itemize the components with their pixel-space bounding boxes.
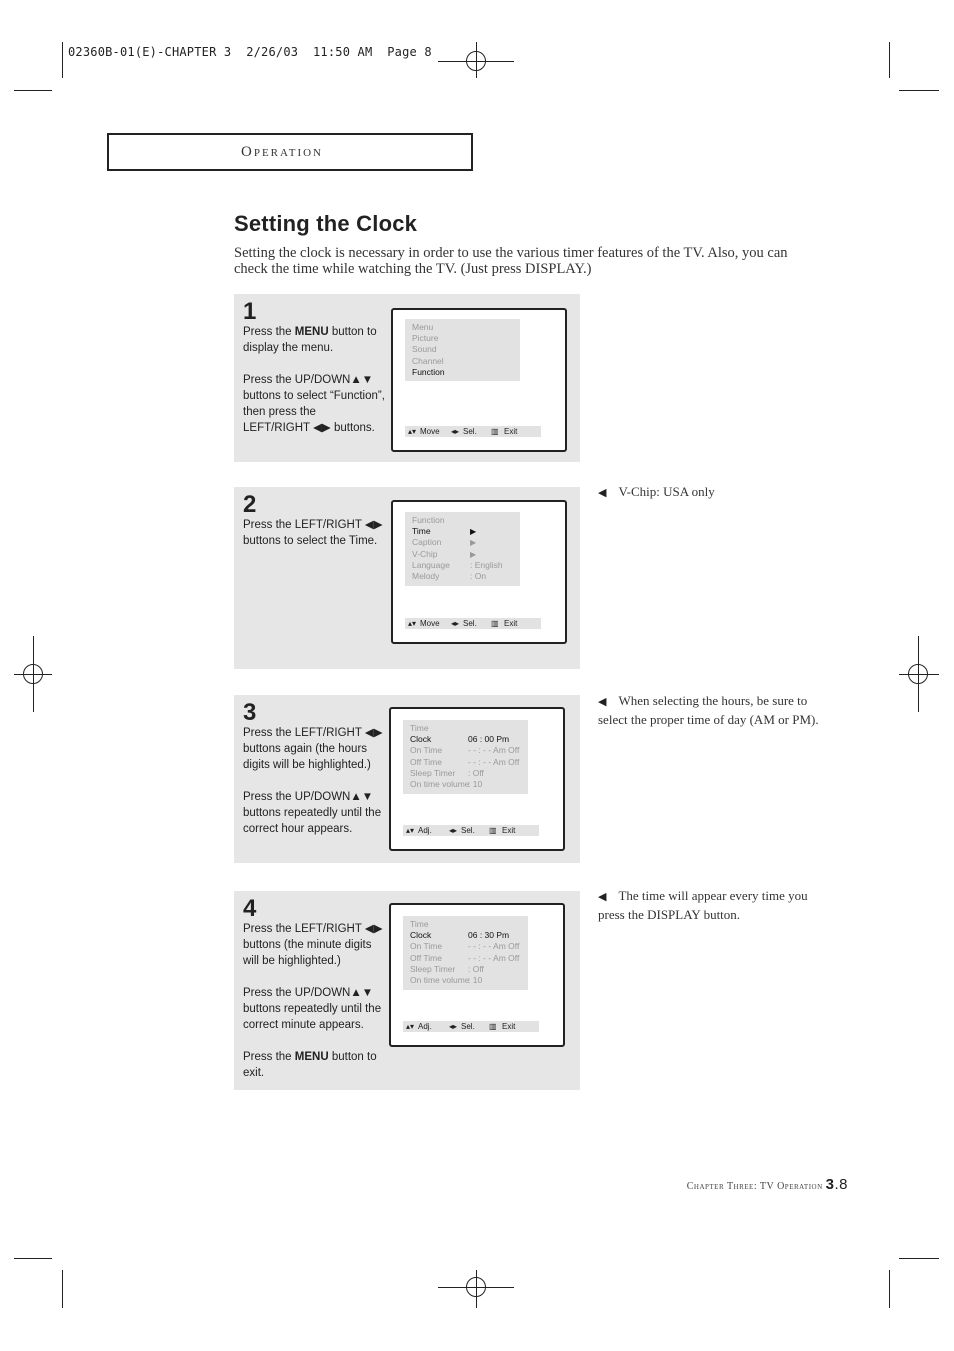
crop-mark [899, 90, 939, 91]
sel-label: Sel. [463, 427, 477, 436]
osd-control-bar [405, 426, 541, 437]
osd-menu [405, 319, 520, 381]
instruction: Press the LEFT/RIGHT ◀▶ buttons again (the hours digits will be highlighted.) [243, 727, 383, 771]
page-title: Setting the Clock [234, 211, 418, 236]
instruction: Press the UP/DOWN▲▼ buttons repeatedly until the correct minute appears. [243, 987, 382, 1031]
menu-title: Time [410, 723, 429, 733]
chapter-label: Chapter Three: TV Operation [686, 1181, 823, 1192]
move-label: Move [420, 619, 440, 628]
crop-mark [62, 1270, 63, 1308]
menu-title: Time [410, 919, 429, 929]
adj-label: Adj. [418, 826, 432, 835]
step-number: 4 [243, 895, 257, 922]
move-label: Move [420, 427, 440, 436]
intro-paragraph: Setting the clock is necessary in order to use the various timer features of the TV. Also, you can check the time while watching the TV. (Just press DISPLAY.) [234, 245, 788, 277]
menu-item-selected: Clock 06 : 30 Pm [410, 930, 510, 941]
menu-item: Menu [412, 322, 434, 332]
menu-item: Sleep Timer : Off [410, 963, 484, 974]
menu-item: Off Time - - : - - Am Off [410, 952, 520, 963]
side-note [598, 887, 828, 924]
crop-mark [889, 1270, 890, 1308]
menu-item-selected: Function [412, 366, 445, 377]
left-right-icon: ◂▸ [449, 826, 458, 835]
osd-control-bar [405, 618, 541, 629]
pointer-arrow-icon: ◀ [598, 891, 607, 903]
tv-screen [389, 903, 565, 1047]
sel-label: Sel. [461, 1022, 475, 1031]
step-number: 1 [243, 298, 257, 325]
left-right-icon: ◂▸ [451, 427, 460, 436]
instruction: Press the UP/DOWN▲▼ buttons to select “Function”, then press the LEFT/RIGHT ◀▶ buttons. [243, 374, 385, 434]
up-down-icon: ▴▾ [408, 427, 417, 436]
sel-label: Sel. [461, 826, 475, 835]
osd-control-bar [403, 825, 539, 836]
menu-icon: ▥ [489, 826, 497, 835]
crop-mark [899, 1258, 939, 1259]
osd-menu [403, 916, 528, 990]
adj-label: Adj. [418, 1022, 432, 1031]
menu-item-selected: Time ▶ [412, 526, 477, 537]
tv-screen [389, 707, 565, 851]
osd-control-bar [403, 1021, 539, 1032]
left-right-icon: ◂▸ [449, 1022, 458, 1031]
step-1-panel [234, 294, 580, 462]
menu-icon: ▥ [489, 1022, 497, 1031]
exit-label: Exit [502, 1022, 516, 1031]
step-2-panel [234, 487, 580, 669]
up-down-icon: ▴▾ [406, 826, 415, 835]
menu-icon: ▥ [491, 427, 499, 436]
step-3-panel [234, 695, 580, 863]
note-text: When selecting the hours, be sure to select the proper time of day (AM or PM). [598, 693, 819, 727]
step-instructions [243, 921, 385, 1097]
print-header: 02360B-01(E)-CHAPTER 3 2/26/03 11:50 AM Page 8 [68, 45, 432, 59]
tv-screen [391, 308, 567, 452]
step-instructions [243, 324, 385, 452]
menu-item: On time volume : 10 [410, 974, 483, 985]
step-number: 3 [243, 699, 257, 726]
section-title: Operation [241, 144, 324, 160]
instruction: Press the LEFT/RIGHT ◀▶ buttons to select the Time. [243, 519, 383, 547]
sel-label: Sel. [463, 619, 477, 628]
note-text: V-Chip: USA only [618, 484, 715, 499]
step-instructions [243, 725, 385, 853]
crop-mark [14, 1258, 52, 1259]
side-note [598, 692, 828, 729]
menu-title: Function [412, 515, 445, 525]
menu-item: Picture [412, 333, 439, 344]
menu-item: Off Time - - : - - Am Off [410, 756, 520, 767]
exit-label: Exit [502, 826, 516, 835]
left-right-icon: ◂▸ [451, 619, 460, 628]
page-footer [687, 1176, 848, 1193]
menu-item: Melody : On [412, 570, 487, 581]
menu-item: Caption ▶ [412, 537, 477, 548]
menu-item: On Time - - : - - Am Off [410, 941, 520, 952]
menu-item: V-Chip ▶ [412, 548, 477, 559]
menu-item: Sleep Timer : Off [410, 767, 484, 778]
menu-item-selected: Clock 06 : 00 Pm [410, 734, 510, 745]
menu-item: Sound [412, 344, 437, 355]
menu-item: On Time - - : - - Am Off [410, 745, 520, 756]
menu-item: Channel [412, 355, 444, 366]
pointer-arrow-icon: ◀ [598, 487, 607, 499]
menu-item: Language : English [412, 559, 503, 570]
instruction: Press the MENU button to exit. [243, 1051, 377, 1079]
osd-menu [403, 720, 528, 794]
osd-menu [405, 512, 520, 586]
pointer-arrow-icon: ◀ [598, 696, 607, 708]
up-down-icon: ▴▾ [408, 619, 417, 628]
step-instructions [243, 517, 385, 565]
menu-item: On time volume : 10 [410, 778, 483, 789]
instruction: Press the LEFT/RIGHT ◀▶ buttons (the minute digits will be highlighted.) [243, 923, 383, 967]
exit-label: Exit [504, 427, 518, 436]
side-note [598, 483, 828, 502]
crop-mark [62, 42, 63, 78]
crop-mark [889, 42, 890, 78]
menu-icon: ▥ [491, 619, 499, 628]
instruction: Press the MENU button to display the menu. [243, 326, 377, 354]
instruction: Press the UP/DOWN▲▼ buttons repeatedly until the correct hour appears. [243, 791, 382, 835]
up-down-icon: ▴▾ [406, 1022, 415, 1031]
section-header-box [107, 133, 473, 171]
page-number: 3.8 [825, 1176, 848, 1193]
exit-label: Exit [504, 619, 518, 628]
step-number: 2 [243, 491, 257, 518]
tv-screen [391, 500, 567, 644]
note-text: The time will appear every time you press the DISPLAY button. [598, 888, 808, 922]
step-4-panel [234, 891, 580, 1090]
crop-mark [14, 90, 52, 91]
